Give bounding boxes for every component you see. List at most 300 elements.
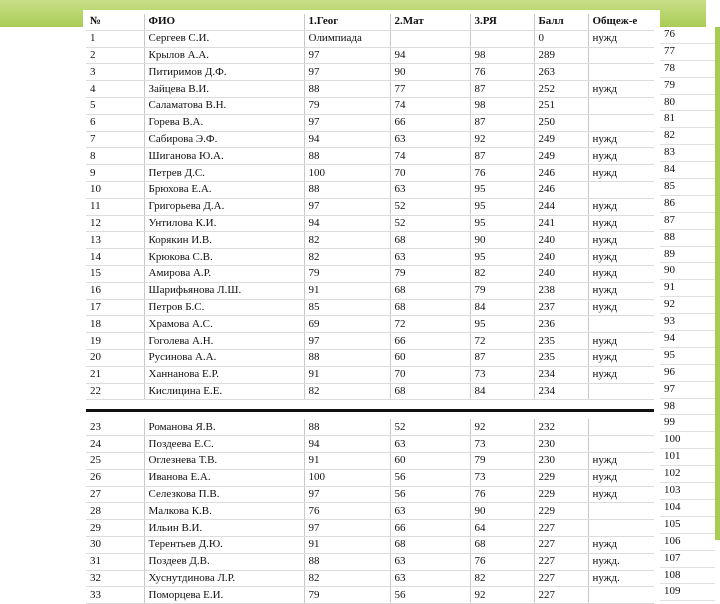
table-row <box>86 452 654 469</box>
rank-number: 80 <box>660 95 715 112</box>
cell-geog: 94 <box>304 131 390 148</box>
cell-rus: 87 <box>470 81 534 98</box>
cell-rus: 84 <box>470 383 534 400</box>
cell-dorm <box>588 64 654 81</box>
cell-geog: 97 <box>304 486 390 503</box>
table-row <box>86 47 654 64</box>
top-band-notch <box>706 0 720 27</box>
cell-rus: 72 <box>470 333 534 350</box>
cell-rus: 82 <box>470 265 534 282</box>
rank-number: 93 <box>660 314 715 331</box>
header-math: 2.Мат <box>390 14 470 30</box>
cell-name: Поморцева Е.И. <box>144 587 304 604</box>
cell-rus: 73 <box>470 366 534 383</box>
cell-rus: 84 <box>470 299 534 316</box>
table-divider-spacer <box>86 411 654 420</box>
header-rus: 3.РЯ <box>470 14 534 30</box>
table-row <box>86 131 654 148</box>
rank-number: 98 <box>660 399 715 416</box>
cell-num: 17 <box>86 299 144 316</box>
cell-num: 10 <box>86 181 144 198</box>
rank-number: 102 <box>660 466 715 483</box>
cell-name: Горева В.А. <box>144 114 304 131</box>
cell-math: 52 <box>390 198 470 215</box>
cell-name: Терентьев Д.Ю. <box>144 536 304 553</box>
header-dorm: Общеж-е <box>588 14 654 30</box>
cell-num: 24 <box>86 436 144 453</box>
cell-geog: 97 <box>304 114 390 131</box>
rank-number: 87 <box>660 213 715 230</box>
cell-dorm: нужд <box>588 349 654 366</box>
cell-geog: 82 <box>304 249 390 266</box>
cell-math: 68 <box>390 383 470 400</box>
cell-rus: 64 <box>470 520 534 537</box>
cell-rus: 79 <box>470 282 534 299</box>
cell-name: Саламатова В.Н. <box>144 97 304 114</box>
cell-name: Хуснутдинова Л.Р. <box>144 570 304 587</box>
cell-math: 60 <box>390 349 470 366</box>
cell-dorm <box>588 47 654 64</box>
cell-math: 56 <box>390 486 470 503</box>
cell-math: 79 <box>390 265 470 282</box>
cell-score: 250 <box>534 114 588 131</box>
cell-name: Зайцева В.И. <box>144 81 304 98</box>
cell-score: 227 <box>534 520 588 537</box>
table-row <box>86 349 654 366</box>
table-row <box>86 198 654 215</box>
cell-name: Брюхова Е.А. <box>144 181 304 198</box>
rank-number-column <box>660 27 715 601</box>
cell-geog: 91 <box>304 452 390 469</box>
cell-dorm: нужд <box>588 282 654 299</box>
table-row <box>86 486 654 503</box>
rank-number: 79 <box>660 78 715 95</box>
table-row <box>86 64 654 81</box>
cell-score: 229 <box>534 503 588 520</box>
cell-math <box>390 30 470 47</box>
cell-dorm <box>588 316 654 333</box>
table-row <box>86 114 654 131</box>
rank-number: 88 <box>660 230 715 247</box>
cell-num: 21 <box>86 366 144 383</box>
cell-math: 68 <box>390 536 470 553</box>
table-body <box>86 30 654 603</box>
table-row <box>86 81 654 98</box>
cell-dorm: нужд. <box>588 553 654 570</box>
cell-rus: 95 <box>470 215 534 232</box>
header-name: ФИО <box>144 14 304 30</box>
cell-geog: 88 <box>304 553 390 570</box>
cell-score: 227 <box>534 570 588 587</box>
cell-geog: 94 <box>304 215 390 232</box>
cell-score: 230 <box>534 436 588 453</box>
rank-number: 95 <box>660 348 715 365</box>
cell-num: 15 <box>86 265 144 282</box>
rank-number: 90 <box>660 263 715 280</box>
rank-number: 91 <box>660 280 715 297</box>
cell-rus: 92 <box>470 419 534 435</box>
cell-score: 263 <box>534 64 588 81</box>
rank-number: 99 <box>660 415 715 432</box>
table-row <box>86 316 654 333</box>
cell-num: 7 <box>86 131 144 148</box>
cell-num: 8 <box>86 148 144 165</box>
cell-name: Малкова К.В. <box>144 503 304 520</box>
cell-num: 28 <box>86 503 144 520</box>
cell-dorm: нужд <box>588 148 654 165</box>
table-row <box>86 215 654 232</box>
cell-dorm <box>588 419 654 435</box>
cell-geog: 88 <box>304 349 390 366</box>
cell-score: 289 <box>534 47 588 64</box>
cell-num: 12 <box>86 215 144 232</box>
cell-num: 22 <box>86 383 144 400</box>
cell-math: 63 <box>390 181 470 198</box>
cell-num: 3 <box>86 64 144 81</box>
cell-dorm: нужд <box>588 366 654 383</box>
cell-num: 2 <box>86 47 144 64</box>
table-row <box>86 282 654 299</box>
cell-num: 31 <box>86 553 144 570</box>
rank-number: 106 <box>660 534 715 551</box>
cell-geog: 69 <box>304 316 390 333</box>
cell-geog: 79 <box>304 97 390 114</box>
cell-rus: 90 <box>470 232 534 249</box>
cell-geog: 82 <box>304 570 390 587</box>
cell-score: 252 <box>534 81 588 98</box>
cell-rus <box>470 30 534 47</box>
cell-rus: 95 <box>470 249 534 266</box>
cell-score: 246 <box>534 165 588 182</box>
cell-name: Поздеева Е.С. <box>144 436 304 453</box>
table-row <box>86 553 654 570</box>
header-geog: 1.Геог <box>304 14 390 30</box>
cell-geog: 91 <box>304 536 390 553</box>
cell-math: 56 <box>390 587 470 604</box>
cell-score: 240 <box>534 232 588 249</box>
cell-score: 235 <box>534 349 588 366</box>
cell-name: Русинова А.А. <box>144 349 304 366</box>
cell-dorm: нужд <box>588 249 654 266</box>
cell-score: 238 <box>534 282 588 299</box>
cell-math: 63 <box>390 553 470 570</box>
cell-rus: 90 <box>470 503 534 520</box>
cell-geog: 85 <box>304 299 390 316</box>
cell-num: 32 <box>86 570 144 587</box>
cell-num: 26 <box>86 469 144 486</box>
cell-rus: 76 <box>470 64 534 81</box>
cell-score: 240 <box>534 265 588 282</box>
table-divider-line <box>86 400 654 411</box>
cell-name: Иванова Е.А. <box>144 469 304 486</box>
rank-number: 107 <box>660 551 715 568</box>
cell-geog: 88 <box>304 81 390 98</box>
rank-number: 86 <box>660 196 715 213</box>
cell-score: 249 <box>534 148 588 165</box>
table-row <box>86 419 654 435</box>
scanned-table-sheet <box>83 10 660 601</box>
cell-geog: 97 <box>304 64 390 81</box>
cell-name: Амирова А.Р. <box>144 265 304 282</box>
cell-geog: 100 <box>304 469 390 486</box>
cell-math: 66 <box>390 333 470 350</box>
table-row <box>86 587 654 604</box>
cell-geog: 94 <box>304 436 390 453</box>
cell-rus: 95 <box>470 198 534 215</box>
cell-num: 6 <box>86 114 144 131</box>
cell-name: Храмова А.С. <box>144 316 304 333</box>
table-row <box>86 299 654 316</box>
cell-dorm: нужд <box>588 165 654 182</box>
cell-dorm: нужд <box>588 81 654 98</box>
cell-rus: 95 <box>470 316 534 333</box>
cell-score: 227 <box>534 587 588 604</box>
table-row <box>86 383 654 400</box>
cell-dorm: нужд <box>588 299 654 316</box>
cell-rus: 82 <box>470 570 534 587</box>
cell-math: 66 <box>390 520 470 537</box>
table-row <box>86 570 654 587</box>
table-row <box>86 520 654 537</box>
cell-name: Григорьева Д.А. <box>144 198 304 215</box>
cell-geog: 76 <box>304 503 390 520</box>
cell-score: 246 <box>534 181 588 198</box>
cell-math: 74 <box>390 97 470 114</box>
cell-name: Корякин И.В. <box>144 232 304 249</box>
cell-dorm: нужд <box>588 30 654 47</box>
cell-math: 63 <box>390 436 470 453</box>
cell-math: 63 <box>390 249 470 266</box>
rank-number: 76 <box>660 27 715 44</box>
cell-math: 63 <box>390 503 470 520</box>
cell-score: 244 <box>534 198 588 215</box>
rank-number: 96 <box>660 365 715 382</box>
rank-number: 78 <box>660 61 715 78</box>
cell-score: 237 <box>534 299 588 316</box>
table-row <box>86 503 654 520</box>
cell-dorm <box>588 114 654 131</box>
cell-dorm: нужд <box>588 198 654 215</box>
cell-num: 13 <box>86 232 144 249</box>
cell-math: 70 <box>390 366 470 383</box>
cell-dorm <box>588 383 654 400</box>
cell-score: 251 <box>534 97 588 114</box>
cell-dorm: нужд <box>588 232 654 249</box>
cell-name: Крюкова С.В. <box>144 249 304 266</box>
rank-number: 105 <box>660 517 715 534</box>
cell-dorm: нужд <box>588 215 654 232</box>
applicants-table <box>86 14 654 604</box>
cell-geog: 91 <box>304 366 390 383</box>
cell-score: 240 <box>534 249 588 266</box>
cell-name: Сергеев С.И. <box>144 30 304 47</box>
table-row <box>86 333 654 350</box>
cell-score: 0 <box>534 30 588 47</box>
cell-geog: 88 <box>304 419 390 435</box>
cell-name: Селезкова П.В. <box>144 486 304 503</box>
cell-math: 77 <box>390 81 470 98</box>
cell-geog: 97 <box>304 47 390 64</box>
cell-num: 30 <box>86 536 144 553</box>
rank-number: 83 <box>660 145 715 162</box>
cell-num: 20 <box>86 349 144 366</box>
cell-rus: 87 <box>470 148 534 165</box>
cell-math: 52 <box>390 419 470 435</box>
cell-score: 227 <box>534 536 588 553</box>
rank-number: 84 <box>660 162 715 179</box>
right-accent-strip <box>715 27 720 540</box>
cell-dorm: нужд <box>588 486 654 503</box>
cell-name: Гоголева А.Н. <box>144 333 304 350</box>
cell-math: 56 <box>390 469 470 486</box>
cell-num: 18 <box>86 316 144 333</box>
rank-number: 89 <box>660 247 715 264</box>
rank-number: 109 <box>660 584 715 601</box>
cell-name: Петров Б.С. <box>144 299 304 316</box>
cell-rus: 98 <box>470 47 534 64</box>
cell-rus: 79 <box>470 452 534 469</box>
cell-geog: 97 <box>304 520 390 537</box>
table-row <box>86 148 654 165</box>
cell-geog: 97 <box>304 198 390 215</box>
cell-num: 11 <box>86 198 144 215</box>
cell-dorm <box>588 503 654 520</box>
cell-dorm: нужд <box>588 452 654 469</box>
cell-num: 9 <box>86 165 144 182</box>
cell-num: 23 <box>86 419 144 435</box>
cell-math: 68 <box>390 299 470 316</box>
cell-score: 234 <box>534 383 588 400</box>
cell-math: 68 <box>390 282 470 299</box>
cell-num: 29 <box>86 520 144 537</box>
rank-number: 92 <box>660 297 715 314</box>
table-row <box>86 249 654 266</box>
table-row <box>86 469 654 486</box>
cell-math: 72 <box>390 316 470 333</box>
cell-score: 227 <box>534 553 588 570</box>
cell-score: 249 <box>534 131 588 148</box>
rank-number: 108 <box>660 568 715 585</box>
cell-name: Ханнанова Е.Р. <box>144 366 304 383</box>
header-score: Балл <box>534 14 588 30</box>
cell-score: 235 <box>534 333 588 350</box>
cell-name: Петрев Д.С. <box>144 165 304 182</box>
cell-rus: 92 <box>470 131 534 148</box>
table-row <box>86 181 654 198</box>
cell-num: 5 <box>86 97 144 114</box>
cell-rus: 76 <box>470 486 534 503</box>
cell-score: 229 <box>534 486 588 503</box>
cell-dorm <box>588 587 654 604</box>
cell-math: 94 <box>390 47 470 64</box>
cell-dorm: нужд <box>588 265 654 282</box>
rank-number: 97 <box>660 382 715 399</box>
rank-number: 81 <box>660 111 715 128</box>
rank-number: 103 <box>660 483 715 500</box>
cell-num: 16 <box>86 282 144 299</box>
cell-dorm <box>588 520 654 537</box>
cell-geog: 97 <box>304 333 390 350</box>
cell-math: 52 <box>390 215 470 232</box>
cell-math: 63 <box>390 570 470 587</box>
cell-name: Сабирова Э.Ф. <box>144 131 304 148</box>
cell-name: Шиганова Ю.А. <box>144 148 304 165</box>
rank-number: 104 <box>660 500 715 517</box>
cell-geog: 100 <box>304 165 390 182</box>
cell-math: 60 <box>390 452 470 469</box>
cell-dorm <box>588 97 654 114</box>
cell-geog: 79 <box>304 587 390 604</box>
rank-number: 82 <box>660 128 715 145</box>
cell-num: 14 <box>86 249 144 266</box>
cell-num: 19 <box>86 333 144 350</box>
cell-name: Кислицина Е.Е. <box>144 383 304 400</box>
table-header-row <box>86 14 654 30</box>
cell-geog: 82 <box>304 383 390 400</box>
table-row <box>86 366 654 383</box>
cell-dorm: нужд. <box>588 570 654 587</box>
cell-num: 1 <box>86 30 144 47</box>
cell-dorm: нужд <box>588 333 654 350</box>
cell-geog: 88 <box>304 148 390 165</box>
cell-num: 25 <box>86 452 144 469</box>
cell-rus: 98 <box>470 97 534 114</box>
cell-num: 33 <box>86 587 144 604</box>
table-row <box>86 265 654 282</box>
cell-rus: 68 <box>470 536 534 553</box>
cell-num: 27 <box>86 486 144 503</box>
cell-score: 230 <box>534 452 588 469</box>
cell-name: Оглезнева Т.В. <box>144 452 304 469</box>
cell-dorm: нужд <box>588 536 654 553</box>
header-num: № <box>86 14 144 30</box>
cell-name: Романова Я.В. <box>144 419 304 435</box>
cell-math: 66 <box>390 114 470 131</box>
cell-rus: 73 <box>470 469 534 486</box>
cell-dorm <box>588 181 654 198</box>
cell-math: 68 <box>390 232 470 249</box>
table-row <box>86 165 654 182</box>
rank-number: 100 <box>660 432 715 449</box>
cell-score: 234 <box>534 366 588 383</box>
spacer-cell <box>86 411 654 420</box>
cell-score: 229 <box>534 469 588 486</box>
cell-name: Крылов А.А. <box>144 47 304 64</box>
cell-dorm: нужд <box>588 469 654 486</box>
rank-number: 94 <box>660 331 715 348</box>
cell-name: Поздеев Д.В. <box>144 553 304 570</box>
cell-dorm: нужд <box>588 131 654 148</box>
cell-rus: 87 <box>470 114 534 131</box>
cell-score: 236 <box>534 316 588 333</box>
cell-math: 70 <box>390 165 470 182</box>
cell-rus: 76 <box>470 165 534 182</box>
cell-math: 90 <box>390 64 470 81</box>
rank-number: 85 <box>660 179 715 196</box>
cell-rus: 87 <box>470 349 534 366</box>
cell-name: Питиримов Д.Ф. <box>144 64 304 81</box>
table-row <box>86 97 654 114</box>
cell-geog: 79 <box>304 265 390 282</box>
cell-rus: 73 <box>470 436 534 453</box>
table-row <box>86 30 654 47</box>
cell-dorm <box>588 436 654 453</box>
cell-name: Ильин В.И. <box>144 520 304 537</box>
cell-name: Унтилова К.И. <box>144 215 304 232</box>
cell-geog: Олимпиада <box>304 30 390 47</box>
cell-name: Шарифьянова Л.Ш. <box>144 282 304 299</box>
cell-rus: 76 <box>470 553 534 570</box>
